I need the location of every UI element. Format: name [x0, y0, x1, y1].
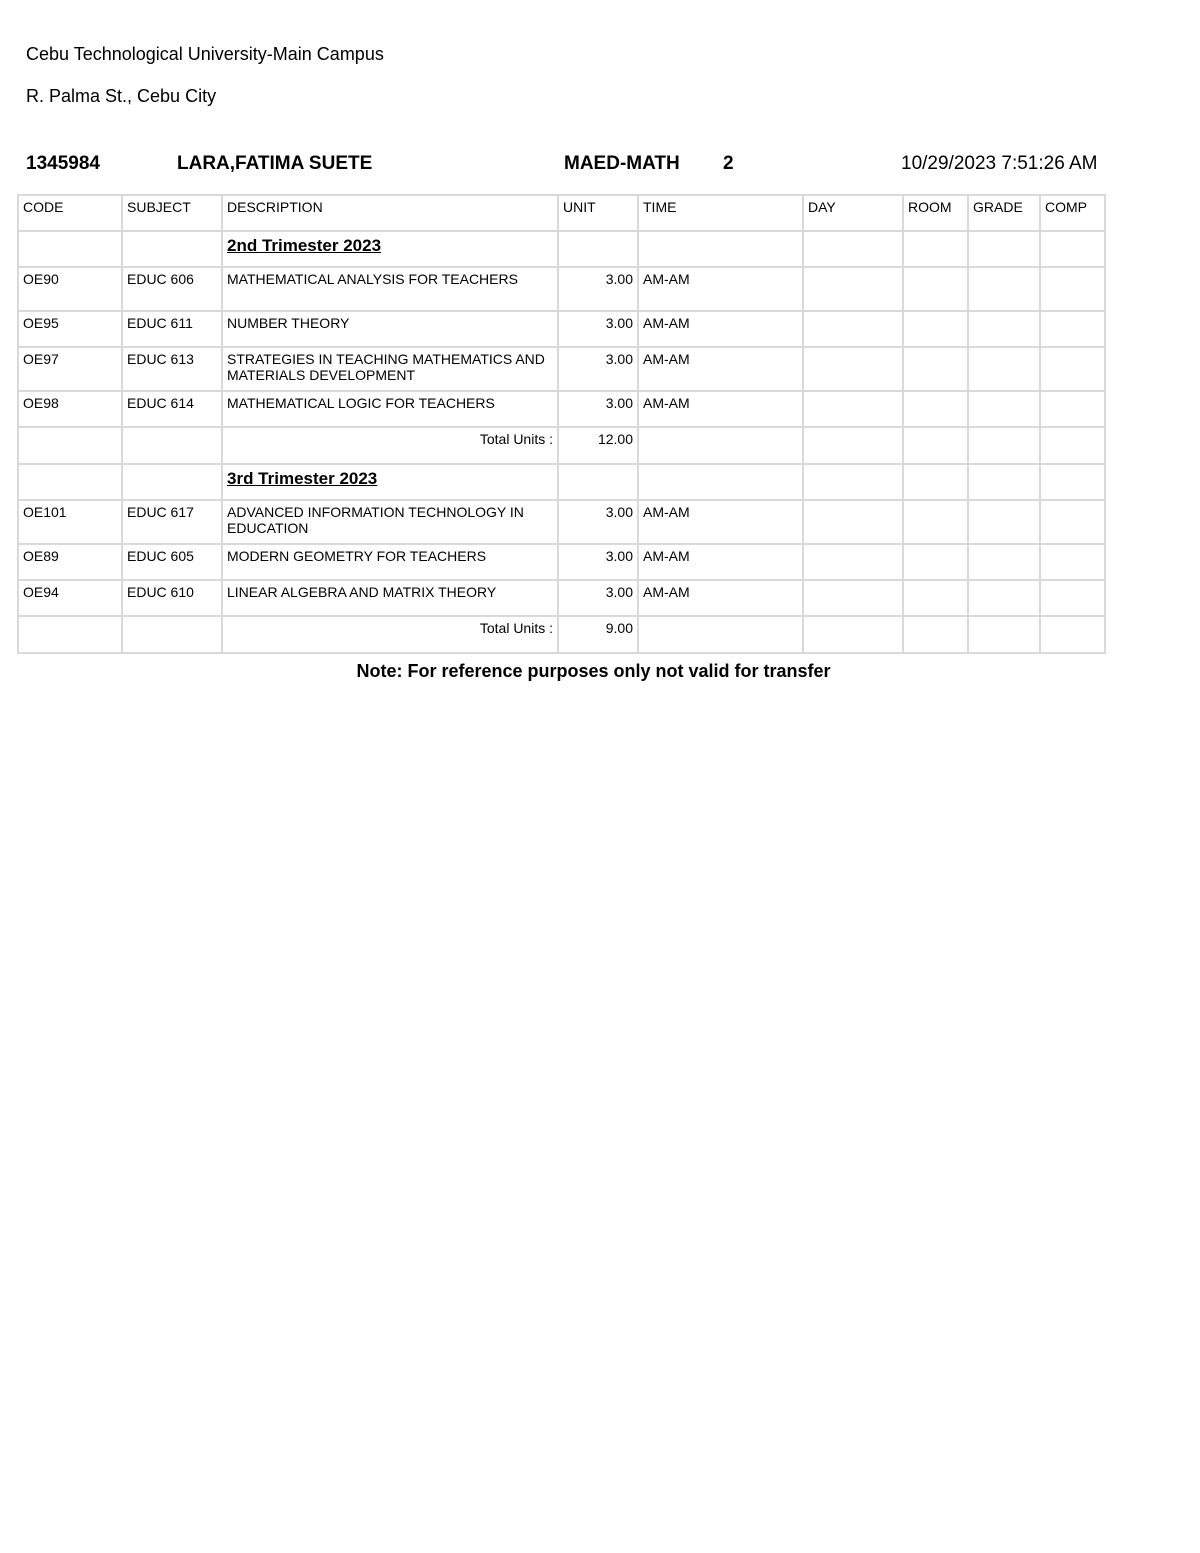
cell-unit: 3.00 [558, 580, 638, 616]
cell-code: OE97 [18, 347, 122, 391]
cell-room [903, 347, 968, 391]
cell-time: AM-AM [638, 580, 803, 616]
table-row [18, 391, 1105, 427]
cell-subject: EDUC 613 [122, 347, 222, 391]
cell-grade [968, 311, 1040, 347]
cell-description: MATHEMATICAL LOGIC FOR TEACHERS [222, 391, 558, 427]
semester-row [18, 231, 1105, 267]
table-row [18, 500, 1105, 544]
header-subject: SUBJECT [122, 195, 222, 231]
cell-description: STRATEGIES IN TEACHING MATHEMATICS AND MATERIALS DEVELOPMENT [222, 347, 558, 391]
semester-row [18, 464, 1105, 500]
table-row [18, 347, 1105, 391]
cell-room [903, 580, 968, 616]
cell-comp [1040, 544, 1105, 580]
table-row [18, 311, 1105, 347]
grades-table [17, 194, 1106, 654]
header-day: DAY [803, 195, 903, 231]
cell-description: NUMBER THEORY [222, 311, 558, 347]
cell-day [803, 347, 903, 391]
header-description: DESCRIPTION [222, 195, 558, 231]
cell-room [903, 544, 968, 580]
header-room: ROOM [903, 195, 968, 231]
cell-code: OE90 [18, 267, 122, 311]
cell-room [903, 500, 968, 544]
print-timestamp: 10/29/2023 7:51:26 AM [901, 153, 1098, 174]
cell-time: AM-AM [638, 500, 803, 544]
cell-grade [968, 544, 1040, 580]
cell-day [803, 500, 903, 544]
cell-code: OE94 [18, 580, 122, 616]
cell-time: AM-AM [638, 347, 803, 391]
cell-time: AM-AM [638, 267, 803, 311]
cell-day [803, 391, 903, 427]
cell-room [903, 267, 968, 311]
cell-room [903, 391, 968, 427]
semester-label: 2nd Trimester 2023 [222, 231, 558, 267]
total-units-label: Total Units : [222, 427, 558, 464]
cell-comp [1040, 267, 1105, 311]
semester-label: 3rd Trimester 2023 [222, 464, 558, 500]
total-units-row [18, 616, 1105, 653]
header-unit: UNIT [558, 195, 638, 231]
cell-subject: EDUC 614 [122, 391, 222, 427]
cell-day [803, 311, 903, 347]
cell-day [803, 267, 903, 311]
table-header-row [18, 195, 1105, 231]
cell-grade [968, 267, 1040, 311]
school-name: Cebu Technological University-Main Campus [26, 44, 384, 64]
student-course: MAED-MATH [564, 153, 680, 174]
cell-subject: EDUC 610 [122, 580, 222, 616]
cell-code: OE95 [18, 311, 122, 347]
cell-comp [1040, 500, 1105, 544]
cell-comp [1040, 311, 1105, 347]
cell-unit: 3.00 [558, 311, 638, 347]
header-code: CODE [18, 195, 122, 231]
student-name: LARA,FATIMA SUETE [177, 153, 373, 174]
cell-description: MODERN GEOMETRY FOR TEACHERS [222, 544, 558, 580]
cell-time: AM-AM [638, 544, 803, 580]
cell-grade [968, 580, 1040, 616]
cell-subject: EDUC 611 [122, 311, 222, 347]
cell-room [903, 311, 968, 347]
header-time: TIME [638, 195, 803, 231]
cell-day [803, 544, 903, 580]
cell-description: MATHEMATICAL ANALYSIS FOR TEACHERS [222, 267, 558, 311]
total-units-value: 9.00 [558, 616, 638, 653]
cell-unit: 3.00 [558, 267, 638, 311]
cell-comp [1040, 391, 1105, 427]
cell-unit: 3.00 [558, 391, 638, 427]
table-row [18, 580, 1105, 616]
student-year-level: 2 [723, 153, 734, 174]
cell-unit: 3.00 [558, 347, 638, 391]
cell-time: AM-AM [638, 391, 803, 427]
cell-day [803, 580, 903, 616]
cell-description: ADVANCED INFORMATION TECHNOLOGY IN EDUCATION [222, 500, 558, 544]
total-units-value: 12.00 [558, 427, 638, 464]
cell-subject: EDUC 606 [122, 267, 222, 311]
cell-subject: EDUC 617 [122, 500, 222, 544]
school-address: R. Palma St., Cebu City [26, 86, 217, 106]
cell-comp [1040, 347, 1105, 391]
cell-unit: 3.00 [558, 544, 638, 580]
cell-time: AM-AM [638, 311, 803, 347]
student-id: 1345984 [26, 153, 100, 174]
header-comp: COMP [1040, 195, 1105, 231]
cell-subject: EDUC 605 [122, 544, 222, 580]
cell-grade [968, 500, 1040, 544]
cell-unit: 3.00 [558, 500, 638, 544]
cell-code: OE98 [18, 391, 122, 427]
cell-description: LINEAR ALGEBRA AND MATRIX THEORY [222, 580, 558, 616]
table-row [18, 544, 1105, 580]
cell-comp [1040, 580, 1105, 616]
total-units-label: Total Units : [222, 616, 558, 653]
reference-note: Note: For reference purposes only not valid for transfer [356, 661, 831, 681]
cell-grade [968, 347, 1040, 391]
total-units-row [18, 427, 1105, 464]
cell-grade [968, 391, 1040, 427]
cell-code: OE101 [18, 500, 122, 544]
header-grade: GRADE [968, 195, 1040, 231]
table-row [18, 267, 1105, 311]
cell-code: OE89 [18, 544, 122, 580]
